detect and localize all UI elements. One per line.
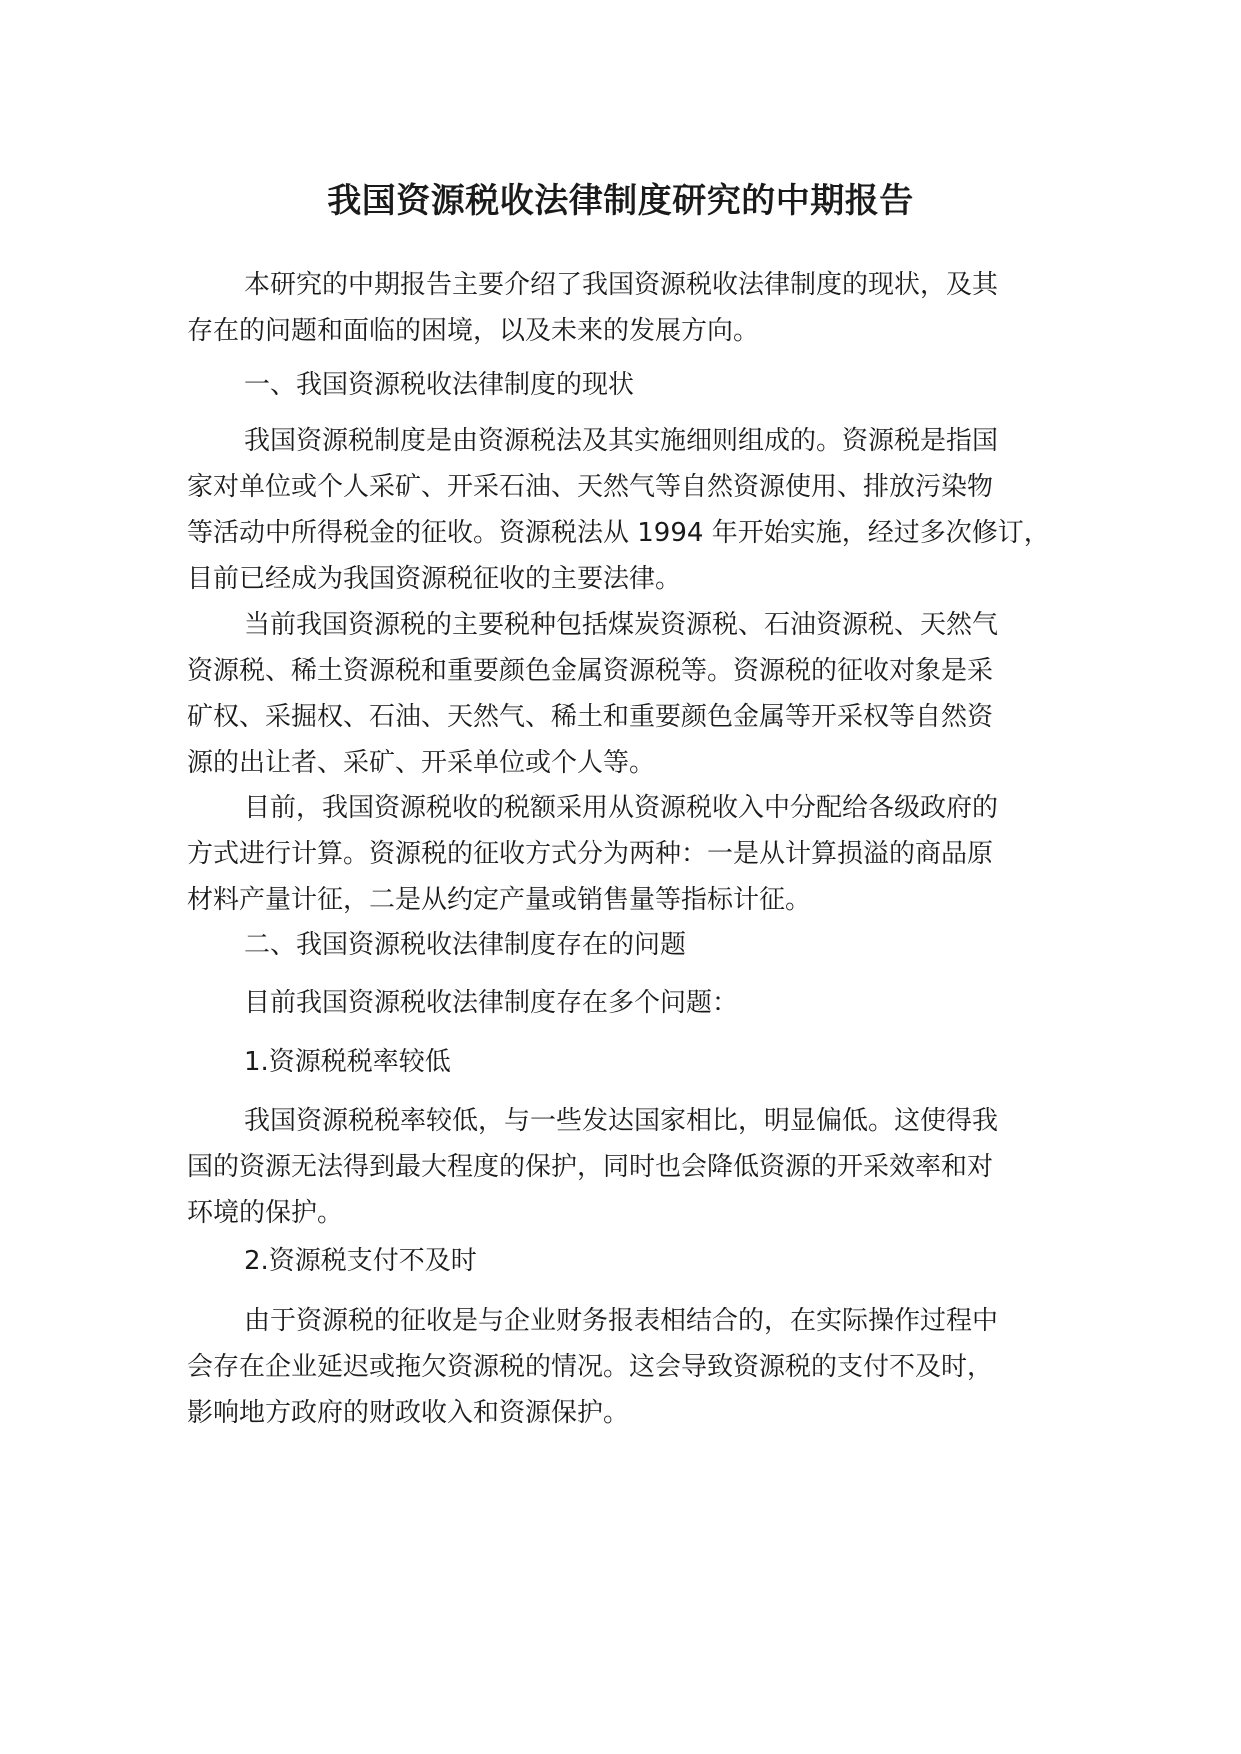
text-line: 等活动中所得税金的征收。资源税法从 1994 年开始实施，经过多次修订， (187, 518, 1050, 548)
paragraph-problems-intro (187, 980, 1087, 1026)
text-line: 环境的保护。 (187, 1198, 344, 1228)
text-line: 材料产量计征，二是从约定产量或销售量等指标计征。 (187, 885, 812, 915)
subheading-late-payment (187, 1238, 1087, 1284)
subheading-low-rate (187, 1039, 1087, 1085)
paragraph-low-rate (187, 1098, 1087, 1236)
text-line: 本研究的中期报告主要介绍了我国资源税收法律制度的现状，及其 (244, 270, 999, 300)
section-heading-problems (187, 922, 1087, 968)
text-line: 矿权、采掘权、石油、天然气、稀土和重要颜色金属等开采权等自然资 (187, 702, 994, 732)
text-line: 目前，我国资源税收的税额采用从资源税收入中分配给各级政府的 (244, 793, 999, 823)
text-line: 目前我国资源税收法律制度存在多个问题： (244, 988, 739, 1018)
text-line: 家对单位或个人采矿、开采石油、天然气等自然资源使用、排放污染物 (187, 472, 994, 502)
text-line: 目前已经成为我国资源税征收的主要法律。 (187, 564, 682, 594)
text-line: 我国资源税税率较低，与一些发达国家相比，明显偏低。这使得我 (244, 1106, 999, 1136)
text-line: 当前我国资源税的主要税种包括煤炭资源税、石油资源税、天然气 (244, 610, 999, 640)
text-line: 影响地方政府的财政收入和资源保护。 (187, 1398, 630, 1428)
paragraph-current-status (187, 418, 1087, 602)
text-line: 会存在企业延迟或拖欠资源税的情况。这会导致资源税的支付不及时， (187, 1352, 994, 1382)
section-heading-current-status (187, 362, 1087, 408)
text-line: 存在的问题和面临的困境，以及未来的发展方向。 (187, 316, 760, 346)
text-line: 国的资源无法得到最大程度的保护，同时也会降低资源的开采效率和对 (187, 1152, 994, 1182)
section-heading-text: 一、我国资源税收法律制度的现状 (244, 370, 635, 400)
subheading-text: 2.资源税支付不及时 (244, 1246, 477, 1276)
text-line: 方式进行计算。资源税的征收方式分为两种：一是从计算损溢的商品原 (187, 839, 994, 869)
text-line: 资源税、稀土资源税和重要颜色金属资源税等。资源税的征收对象是采 (187, 656, 994, 686)
paragraph-tax-types (187, 602, 1087, 786)
subheading-text: 1.资源税税率较低 (244, 1047, 451, 1077)
paragraph-collection-method (187, 785, 1087, 923)
paragraph-late-payment (187, 1298, 1087, 1436)
text-line: 由于资源税的征收是与企业财务报表相结合的，在实际操作过程中 (244, 1306, 999, 1336)
text-line: 源的出让者、采矿、开采单位或个人等。 (187, 748, 656, 778)
section-heading-text: 二、我国资源税收法律制度存在的问题 (244, 930, 687, 960)
paragraph-intro (187, 262, 1087, 354)
text-line: 我国资源税制度是由资源税法及其实施细则组成的。资源税是指国 (244, 426, 999, 456)
document-title: 我国资源税收法律制度研究的中期报告 (327, 181, 914, 221)
